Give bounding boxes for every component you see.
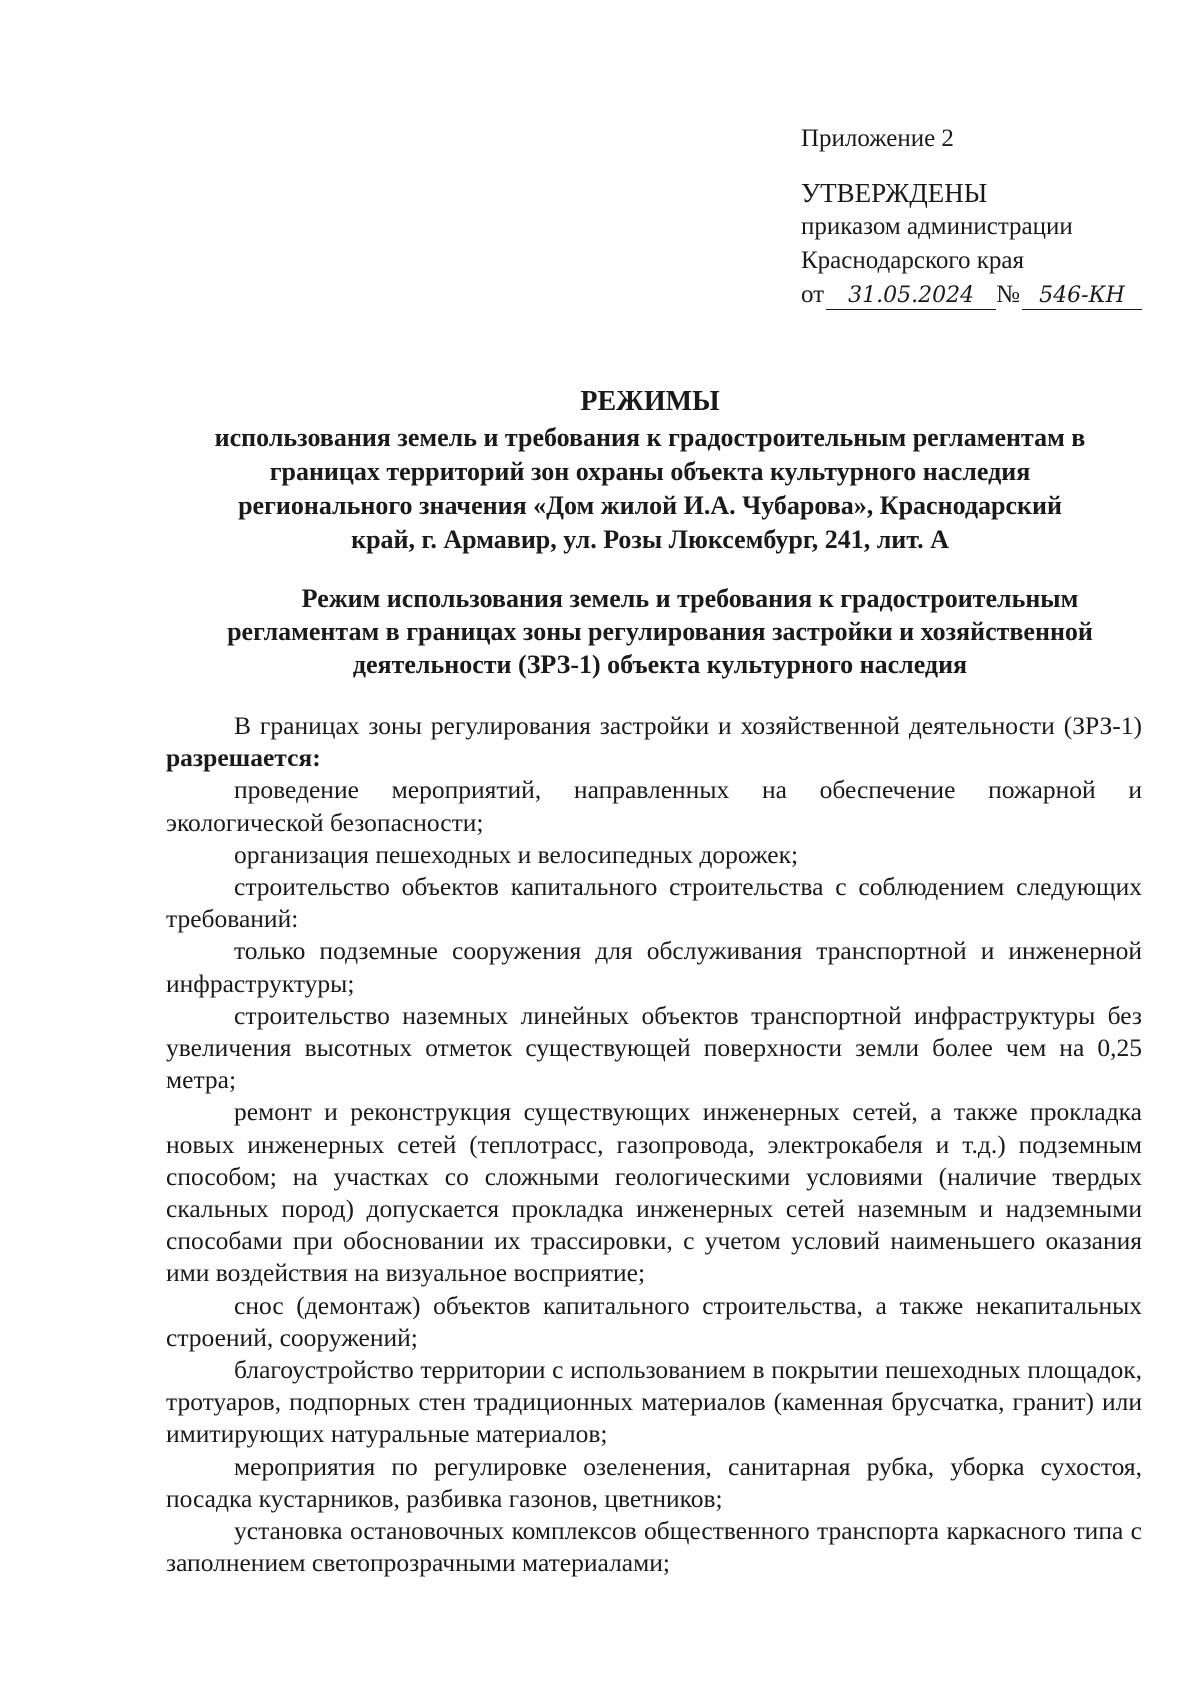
date-number-line (801, 278, 1142, 312)
number-prefix: № (996, 281, 1020, 308)
annex-label: Приложение 2 (801, 125, 954, 152)
handwritten-number: 546-КН (1022, 283, 1142, 310)
list-item-3: строительство объектов капитального строительства с соблюдением следующих требований: (166, 872, 1142, 934)
title-subtitle-line-4: край, г. Армавир, ул. Розы Люксембург, 241, лит. А (351, 525, 949, 554)
intro-bold-text: разрешается: (166, 743, 321, 773)
document-body (166, 710, 1142, 1579)
list-item-6: ремонт и реконструкция существующих инженерных сетей, а также прокладка новых инженерных сетей (теплотрасс, газопровода, электрокабеля и т.д.) подземным способом; на участках со сложными геологическими условиями (наличие твердых скальных пород) допускается прокладка инженерных сетей наземным и надземными способами при обосновании их трассировки, с учетом условий наименьшего оказания ими воздействия на визуальное восприятие; (166, 1097, 1142, 1288)
approved-by-line-1: приказом администрации (801, 213, 1073, 240)
list-item-1: проведение мероприятий, направленных на обеспечение пожарной и экологической безопасности; (166, 775, 1142, 837)
approved-label: УТВЕРЖДЕНЫ (801, 178, 988, 208)
section-title (175, 582, 1145, 681)
approval-block (801, 122, 1142, 312)
date-prefix: от (801, 281, 825, 308)
list-item-5: строительство наземных линейных объектов транспортной инфраструктуры без увеличения высотных отметок существующей поверхности земли более чем на 0,25 метра; (166, 1000, 1142, 1095)
document-title (150, 385, 1150, 557)
list-item-2: организация пешеходных и велосипедных дорожек; (234, 839, 799, 869)
intro-paragraph (166, 710, 1142, 774)
title-subtitle-line-1: использования земель и требования к градостроительным регламентам в (214, 423, 1086, 452)
section-title-line-2: регламентам в границах зоны регулирования застройки и хозяйственной (227, 617, 1093, 646)
intro-text: В границах зоны регулирования застройки и хозяйственной деятельности (ЗРЗ-1) (234, 711, 1142, 740)
handwritten-date: 31.05.2024 (826, 283, 996, 310)
section-title-line-3: деятельности (ЗРЗ-1) объекта культурного наследия (352, 650, 968, 679)
title-subtitle-line-3: регионального значения «Дом жилой И.А. Чубарова», Краснодарский (238, 491, 1062, 520)
approved-by-line-2: Краснодарского края (801, 247, 1024, 274)
list-item-7: снос (демонтаж) объектов капитального строительства, а также некапитальных строений, сооружений; (166, 1290, 1142, 1352)
list-item-8: благоустройство территории с использованием в покрытии пешеходных площадок, тротуаров, подпорных стен традиционных материалов (каменная брусчатка, гранит) или имитирующих натуральные материалов; (166, 1355, 1142, 1449)
list-item-10: установка остановочных комплексов общественного транспорта каркасного типа с заполнением светопрозрачными материалами; (166, 1516, 1142, 1578)
list-item-9: мероприятия по регулировке озеленения, санитарная рубка, уборка сухостоя, посадка кустарников, разбивка газонов, цветников; (166, 1451, 1142, 1513)
title-subtitle-line-2: границах территорий зон охраны объекта культурного наследия (269, 457, 1031, 486)
list-item-4: только подземные сооружения для обслуживания транспортной и инженерной инфраструктуры; (166, 936, 1142, 998)
section-title-line-1: Режим использования земель и требования к градостроительным (301, 584, 1079, 613)
title-main: РЕЖИМЫ (580, 386, 720, 417)
